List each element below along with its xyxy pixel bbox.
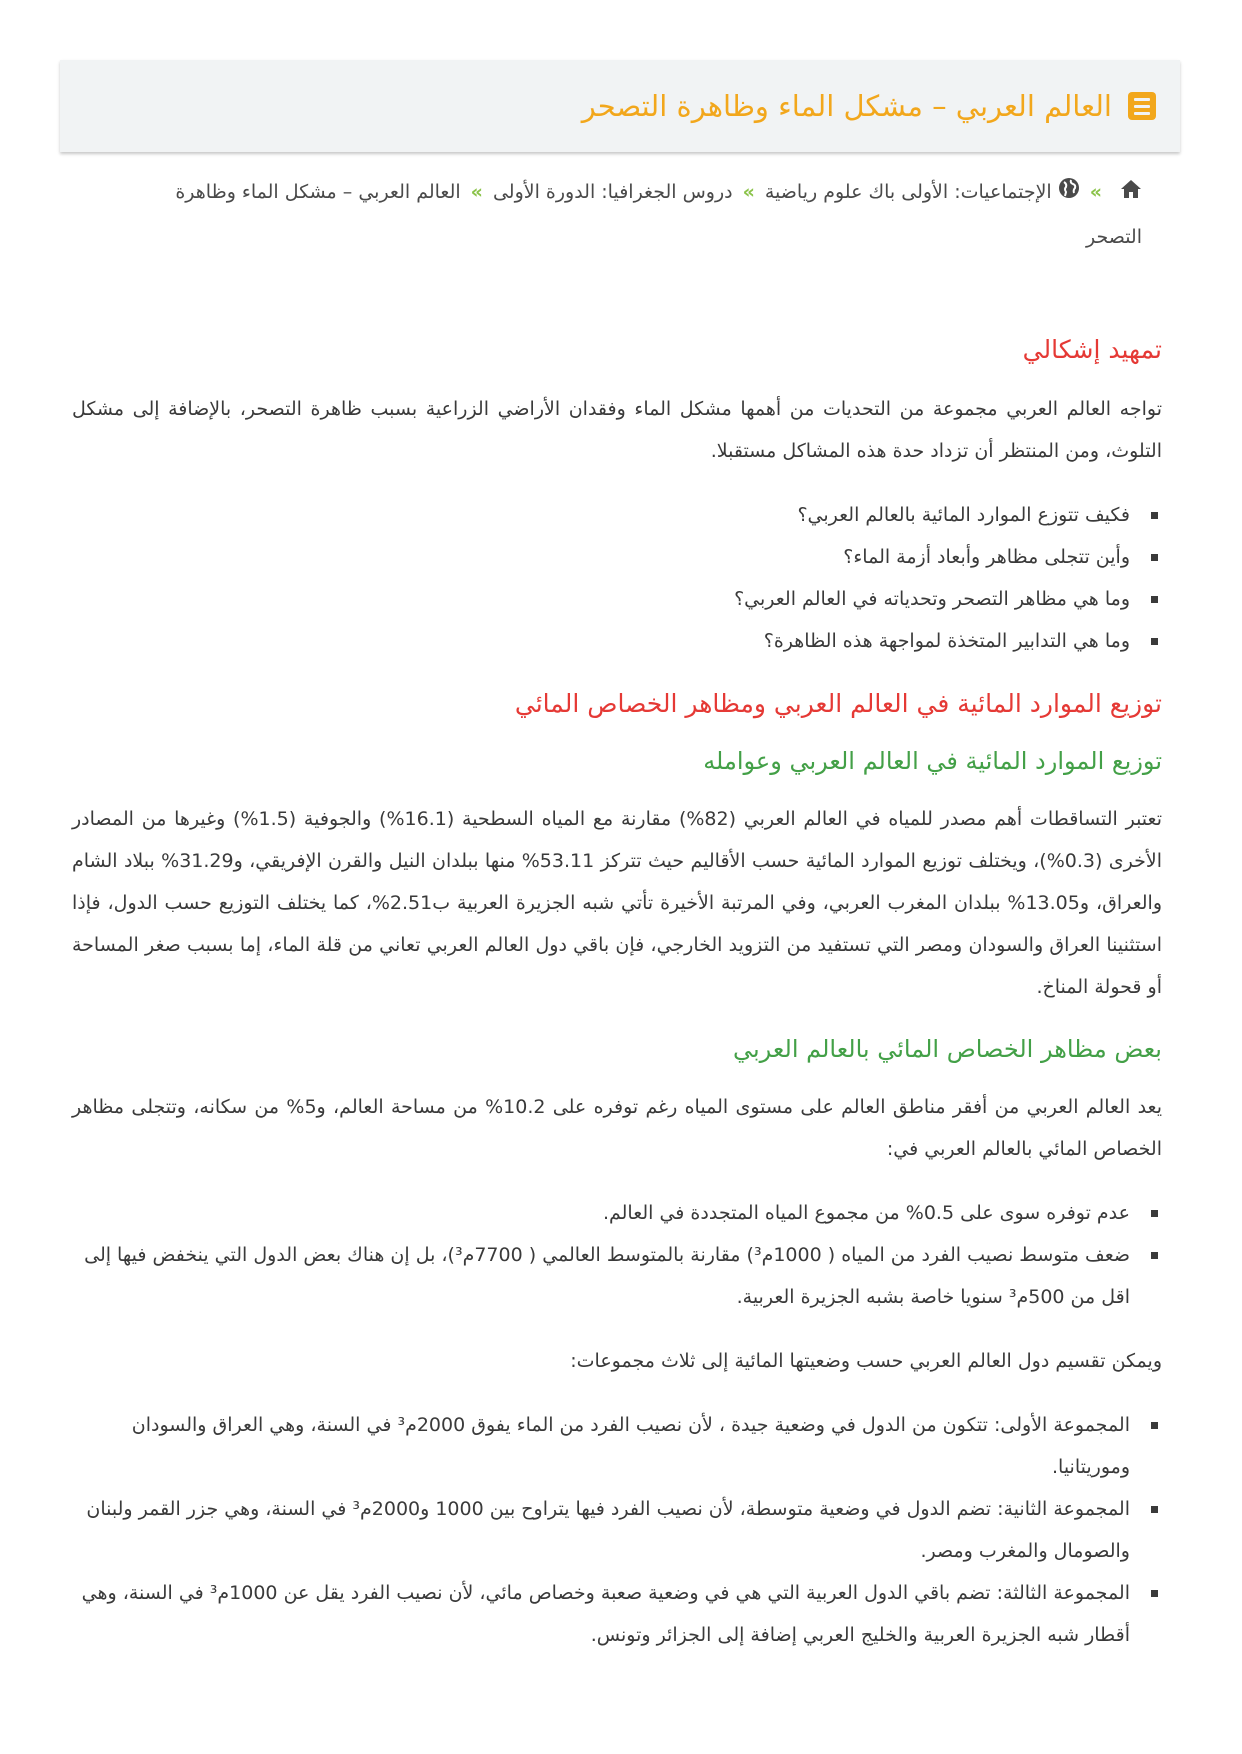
list-item: ضعف متوسط نصيب الفرد من المياه ( 1000م³) مقارنة بالمتوسط العالمي ( 7700م³)، بل إن هناك بعض الدول التي ينخفض فيها إلى اقل من 500م³ سنويا خاصة بشبه الجزيرة العربية. — [72, 1234, 1130, 1318]
list-item: المجموعة الأولى: تتكون من الدول في وضعية جيدة ، لأن نصيب الفرد من الماء يفوق 2000م³ في السنة، وهي العراق والسودان وموريتانيا. — [72, 1404, 1130, 1488]
questions-list — [72, 494, 1162, 662]
breadcrumb — [142, 170, 1142, 259]
article-content — [72, 330, 1162, 1678]
title-bar — [60, 60, 1180, 152]
subheading-distribution-factors: توزيع الموارد المائية في العالم العربي وعوامله — [703, 747, 1162, 775]
globe-icon — [1058, 171, 1080, 215]
shortage-list — [72, 1192, 1162, 1318]
groups-intro: ويمكن تقسيم دول العالم العربي حسب وضعيتها المائية إلى ثلاث مجموعات: — [570, 1350, 1162, 1372]
shortage-paragraph: يعد العالم العربي من أفقر مناطق العالم على مستوى المياه رغم توفره على 10.2% من مساحة العالم، و5% من سكانه، وتتجلى مظاهر الخصاص المائي بالعالم العربي في: — [72, 1096, 1162, 1160]
distribution-paragraph: تعتبر التساقطات أهم مصدر للمياه في العالم العربي (82%) مقارنة مع المياه السطحية (16.1%) والجوفية (1.5%) وغيرها من المصادر الأخرى (0.3%)، ويختلف توزيع الموارد المائية حسب الأقاليم حيث تتركز 53.11% منها ببلدان النيل والقرن الإفريقي، و31.29% ببلاد الشام والعراق، و13.05% ببلدان المغرب العربي، وفي المرتبة الأخيرة تأتي شبه الجزيرة العربية ب2.51%، كما يختلف التوزيع حسب الدول، فإذا استثنينا العراق والسودان ومصر التي تستفيد من التزويد الخارجي، فإن باقي دول العالم العربي تعاني من قلة الماء، إما بسبب صغر المساحة أو قحولة المناخ. — [72, 808, 1162, 998]
groups-list — [72, 1404, 1162, 1656]
list-item: المجموعة الثالثة: تضم باقي الدول العربية التي هي في وضعية صعبة وخصاص مائي، لأن نصيب الفرد يقل عن 1000م³ في السنة، وهي أقطار شبه الجزيرة العربية والخليج العربي إضافة إلى الجزائر وتونس. — [72, 1572, 1130, 1656]
list-item: وما هي مظاهر التصحر وتحدياته في العالم العربي؟ — [72, 578, 1130, 620]
breadcrumb-item-social-studies[interactable]: الإجتماعيات: الأولى باك علوم رياضية — [764, 181, 1052, 203]
page-title: العالم العربي – مشكل الماء وظاهرة التصحر — [581, 89, 1112, 123]
subheading-water-shortage: بعض مظاهر الخصاص المائي بالعالم العربي — [733, 1035, 1162, 1063]
section-heading-introduction: تمهيد إشكالي — [1022, 335, 1162, 364]
breadcrumb-separator: » — [742, 181, 755, 203]
list-item: فكيف تتوزع الموارد المائية بالعالم العربي؟ — [72, 494, 1130, 536]
list-item: عدم توفره سوى على 0.5% من مجموع المياه المتجددة في العالم. — [72, 1192, 1130, 1234]
list-item: وأين تتجلى مظاهر وأبعاد أزمة الماء؟ — [72, 536, 1130, 578]
list-item: المجموعة الثانية: تضم الدول في وضعية متوسطة، لأن نصيب الفرد فيها يتراوح بين 1000 و2000م³ في السنة، وهي جزر القمر ولبنان والصومال والمغرب ومصر. — [72, 1488, 1130, 1572]
section-heading-water-distribution: توزيع الموارد المائية في العالم العربي ومظاهر الخصاص المائي — [514, 689, 1162, 718]
document-icon — [1128, 92, 1156, 120]
home-icon[interactable] — [1120, 171, 1142, 215]
breadcrumb-separator: » — [1089, 181, 1102, 203]
breadcrumb-item-geography-lessons[interactable]: دروس الجغرافيا: الدورة الأولى — [492, 181, 733, 203]
intro-paragraph: تواجه العالم العربي مجموعة من التحديات من أهمها مشكل الماء وفقدان الأراضي الزراعية بسبب ظاهرة التصحر، بالإضافة إلى مشكل التلوث، ومن المنتظر أن تزداد حدة هذه المشاكل مستقبلا. — [72, 398, 1162, 462]
breadcrumb-item-current: العالم العربي – مشكل الماء وظاهرة التصحر — [175, 181, 1142, 248]
breadcrumb-separator: » — [470, 181, 483, 203]
list-item: وما هي التدابير المتخذة لمواجهة هذه الظاهرة؟ — [72, 620, 1130, 662]
